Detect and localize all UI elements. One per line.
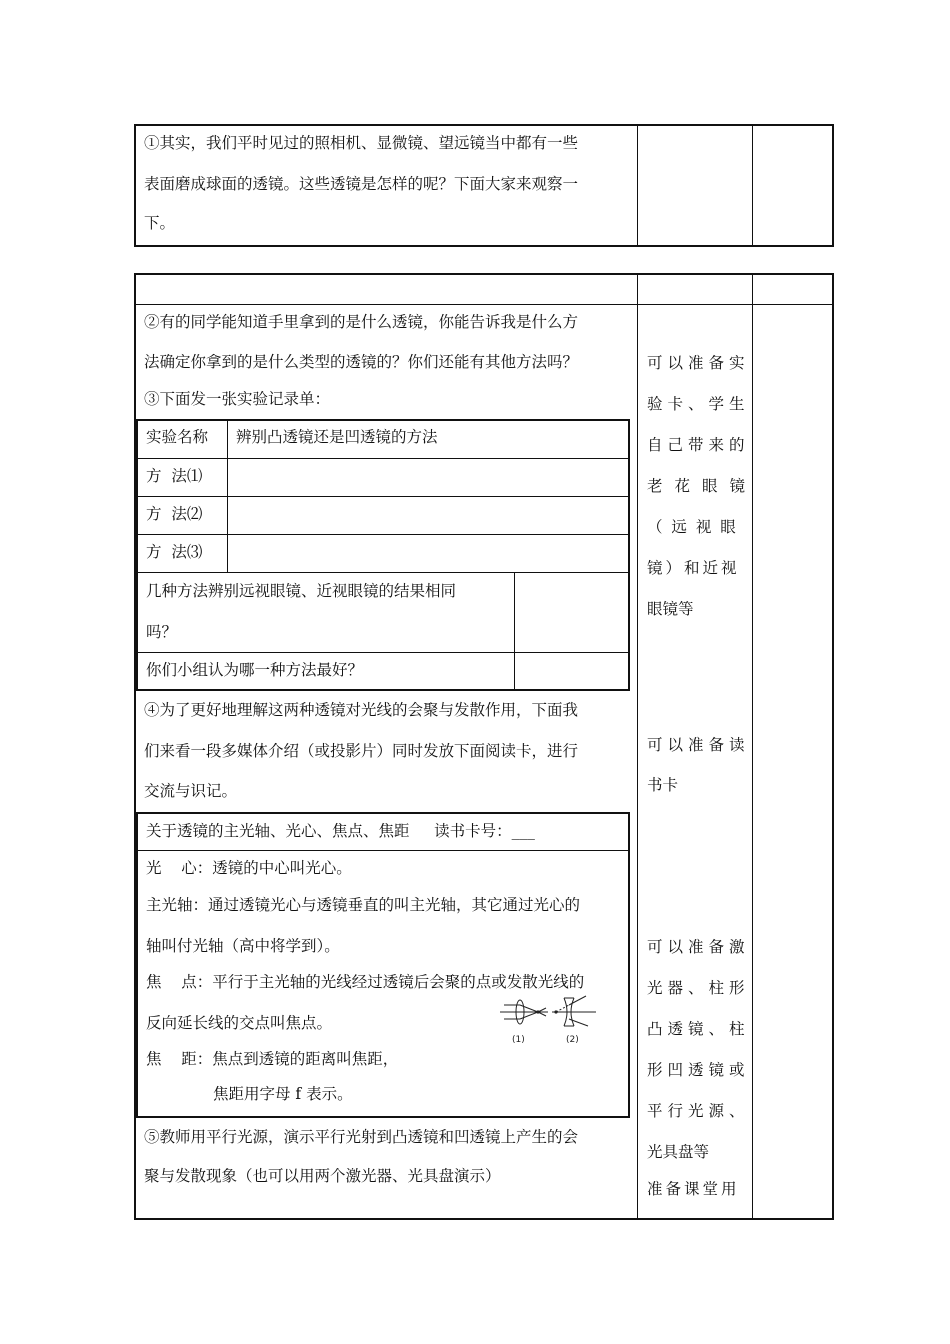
side-note-line: 平行光源、 [647,1102,750,1120]
paragraph-line: 们来看一段多媒体介绍（或投影片）同时发放下面阅读卡，进行 [144,742,579,760]
reading-card-line: 焦 距：焦点到透镜的距离叫焦距， [146,1050,399,1068]
side-note-line: 凸透镜、柱 [647,1020,750,1038]
lens-figure-label: (2) [566,1035,579,1045]
record-table-row-divider [137,496,629,497]
paragraph-line: 表面磨成球面的透镜。这些透镜是怎样的呢？下面大家来观察一 [144,175,579,193]
reading-card-title: 关于透镜的主光轴、光心、焦点、焦距 读书卡号：___ [146,822,535,840]
record-name-value: 辨别凸透镜还是凹透镜的方法 [236,428,438,446]
column-divider [637,124,638,247]
column-divider [637,274,638,1219]
side-note-line: 自己带来的 [647,436,750,454]
column-divider [752,274,753,1219]
side-note-line: 光具盘等 [647,1143,710,1161]
record-table-row-divider [137,534,629,535]
side-note-line: 准备课堂用 [647,1180,740,1198]
record-table-row-divider [137,572,629,573]
paragraph-line: 法确定你拿到的是什么类型的透镜的？你们还能有其他方法吗？ [144,353,579,371]
side-note-line: （ 远 视 眼 [647,518,738,536]
record-question: 你们小组认为哪一种方法最好？ [146,661,364,679]
record-method-label: 方 法⑴ [146,467,203,485]
record-table-answer-divider [514,572,515,690]
record-method-label: 方 法⑶ [146,543,203,561]
lens-figure-label: (1) [512,1035,525,1045]
side-note-line: 镜）和近视 [647,559,740,577]
side-note-line: 眼镜等 [647,600,694,618]
reading-card-line: 反向延长线的交点叫焦点。 [146,1014,333,1032]
record-method-label: 方 法⑵ [146,505,203,523]
record-question: 吗？ [146,623,178,641]
side-note-line: 可以准备实 [647,354,750,372]
experiment-record-table [136,419,630,691]
reading-card-line: 光 心：透镜的中心叫光心。 [146,859,352,877]
reading-card-line: 焦距用字母 f 表示。 [213,1085,353,1103]
paragraph-line: ②有的同学能知道手里拿到的是什么透镜，你能告诉我是什么方 [144,313,579,331]
record-table-row-divider [137,458,629,459]
column-divider [752,124,753,247]
side-note-line: 老花眼镜 [647,477,758,495]
paragraph-line: 下。 [144,214,176,232]
header-row-divider [135,304,833,305]
paragraph-line: ①其实，我们平时见过的照相机、显微镜、望远镜当中都有一些 [144,134,579,152]
paragraph-line: ③下面发一张实验记录单： [144,390,331,408]
record-name-label: 实验名称 [146,428,209,446]
paragraph-line: 聚与发散现象（也可以用两个激光器、光具盘演示） [144,1167,501,1185]
side-note-line: 可以准备读 [647,736,750,754]
record-question: 几种方法辨别远视眼镜、近视眼镜的结果相同 [146,582,457,600]
reading-card-title-divider [137,850,629,851]
paragraph-line: 交流与识记。 [144,782,238,800]
side-note-line: 书卡 [647,776,679,794]
reading-card-line: 轴叫付光轴（高中将学到）。 [146,937,340,955]
lens-diagram [498,992,600,1046]
record-table-row-divider [137,652,629,653]
reading-card-line: 主光轴：通过透镜光心与透镜垂直的叫主光轴，其它通过光心的 [146,896,581,914]
side-note-line: 光器、柱形 [647,979,750,997]
paragraph-line: ④为了更好地理解这两种透镜对光线的会聚与发散作用，下面我 [144,701,579,719]
paragraph-line: ⑤教师用平行光源，演示平行光射到凸透镜和凹透镜上产生的会 [144,1128,579,1146]
side-note-line: 形凹透镜或 [647,1061,750,1079]
side-note-line: 验卡、学生 [647,395,750,413]
reading-card-line: 焦 点：平行于主光轴的光线经过透镜后会聚的点或发散光线的 [146,973,585,991]
side-note-line: 可以准备激 [647,938,750,956]
